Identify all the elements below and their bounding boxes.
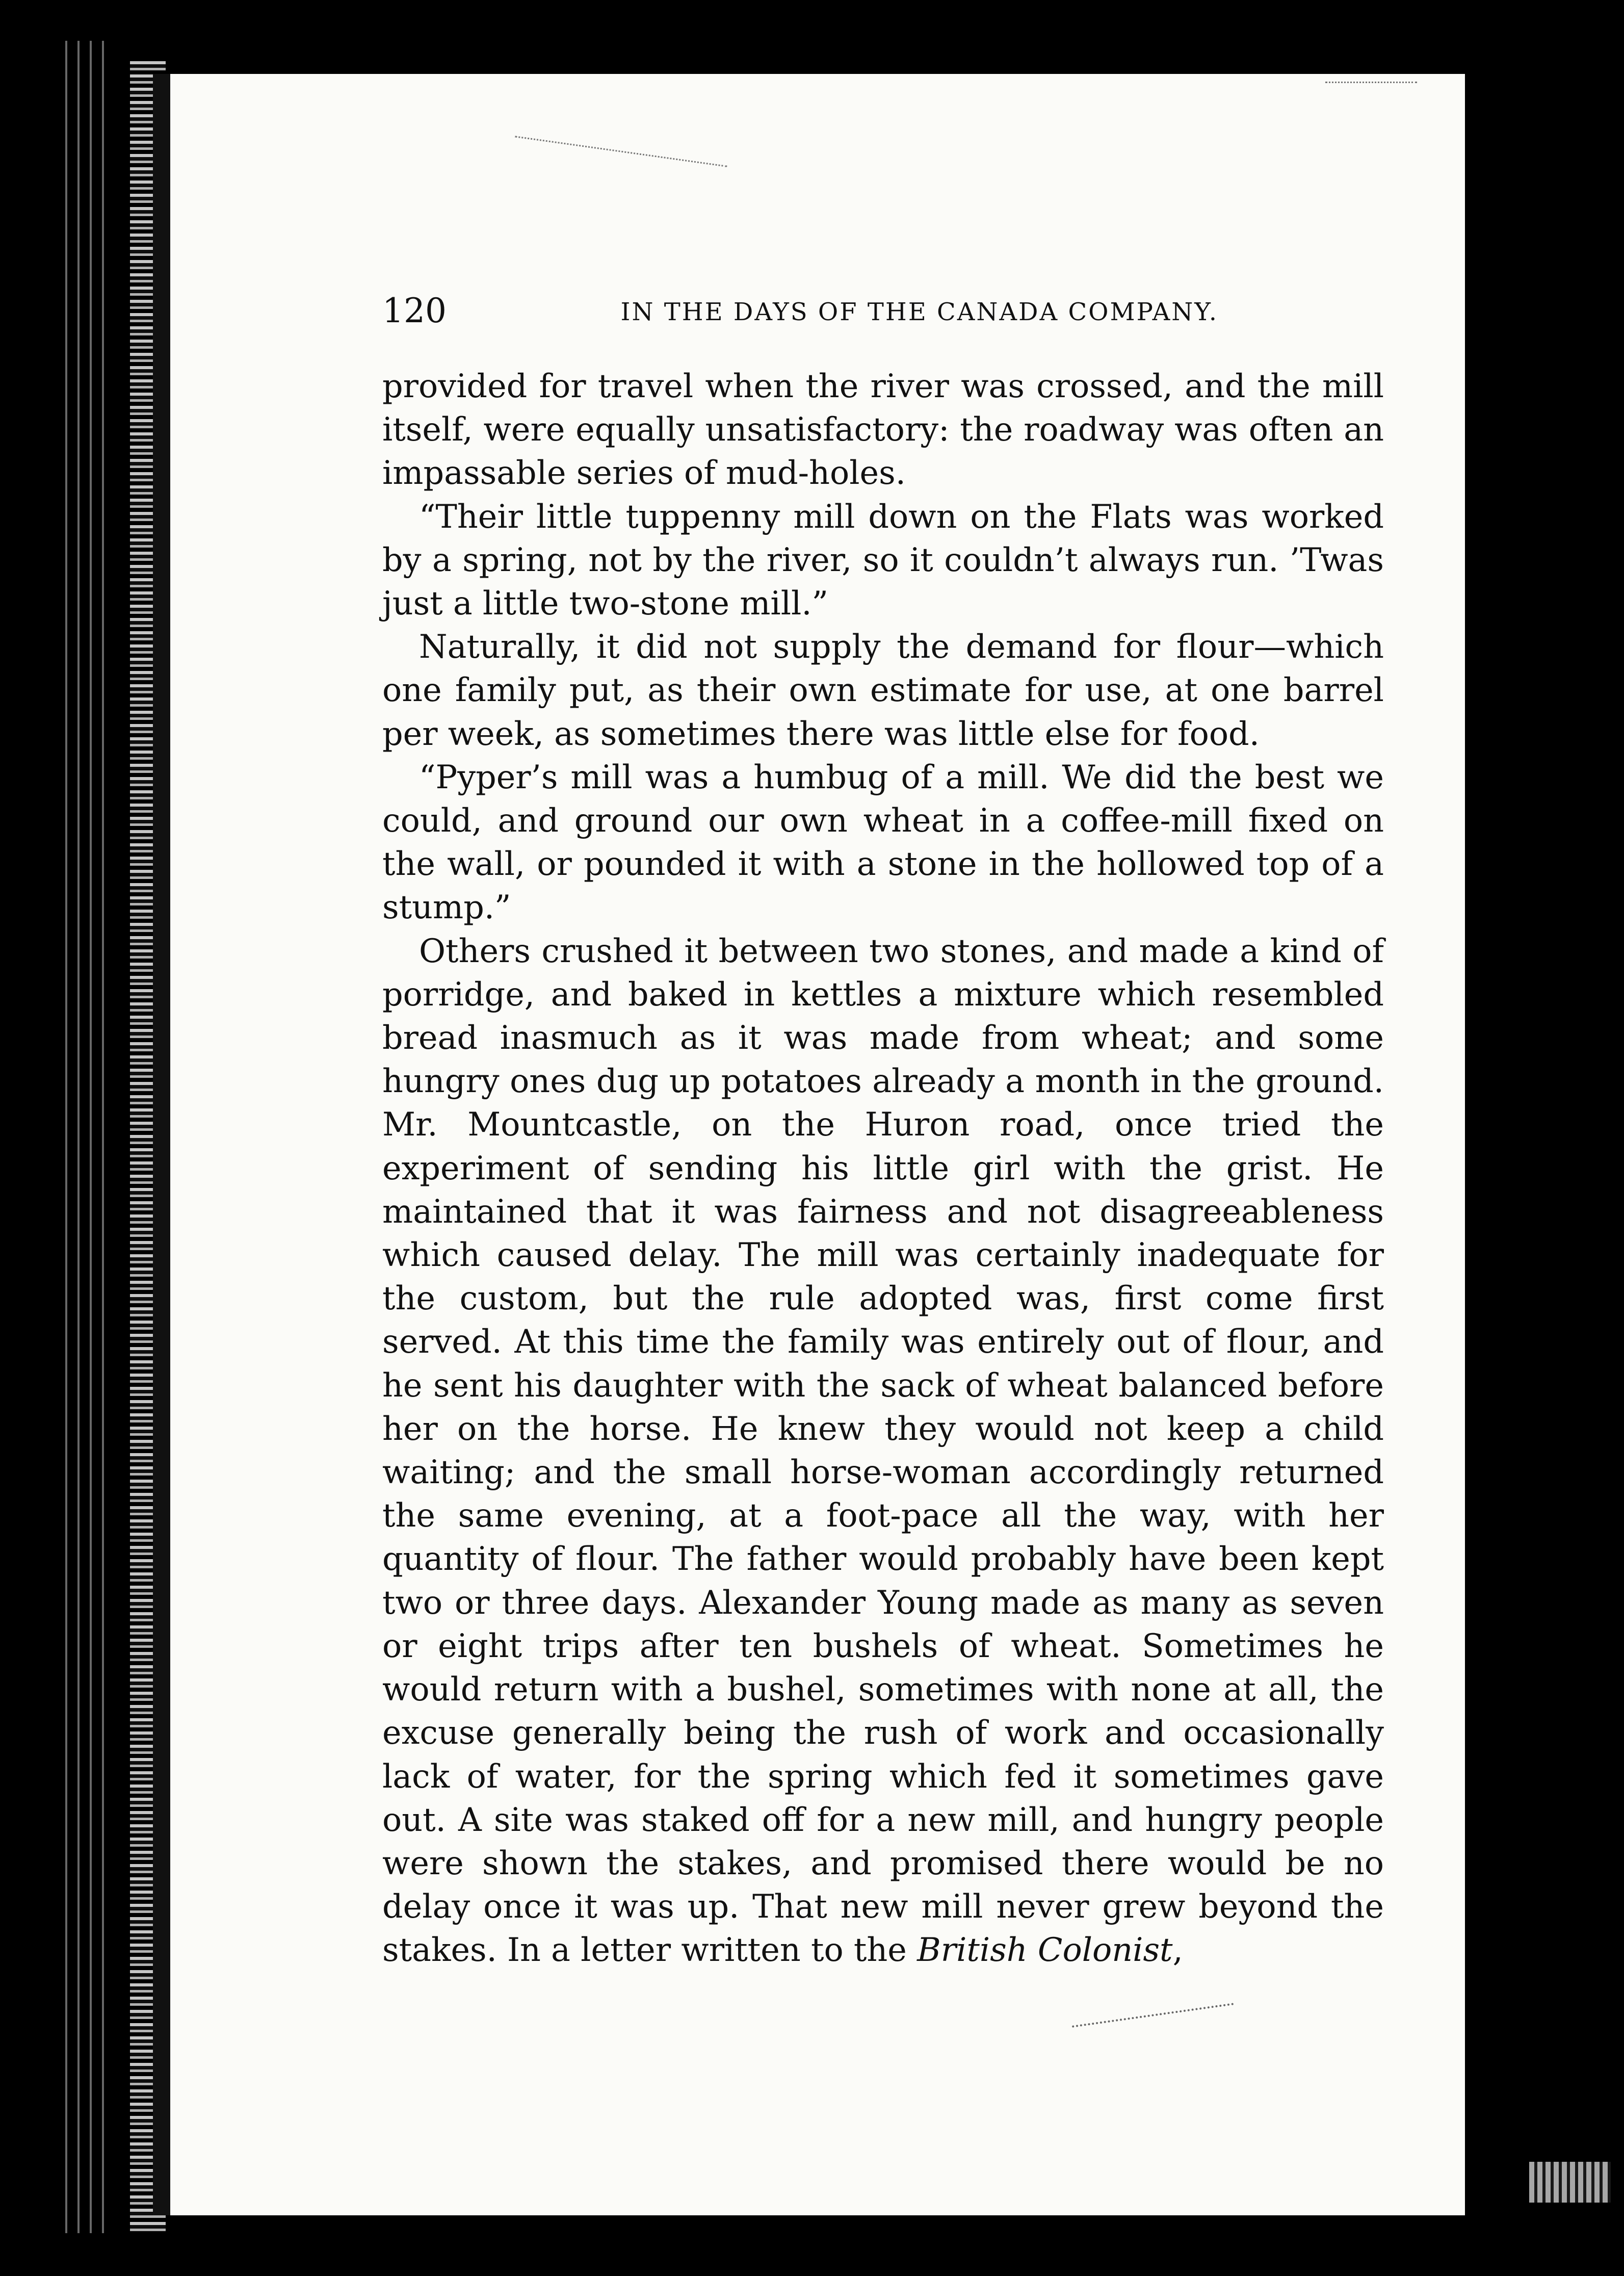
- paragraph-2: “Their little tuppenny mill down on the Flats was worked by a spring, not by the river, so it couldn’t always run. ’Twas just a little two-stone mill.”: [382, 497, 1384, 623]
- binding-shadow: [61, 41, 112, 2233]
- paragraph-5-text: Others crushed it between two stones, and made a kind of porridge, and baked in kettles a mixture which resembled bread inasmuch as it was made from wheat; and some hungry ones dug up potatoes already a month in the ground. Mr. Mountcastle, on the Huron road, once tried the experiment of sending his little girl with the grist. He maintained that it was fairness and not disagreeableness which caused delay. The mill was certainly inadequate for the custom, but the rule adopted was, first come first served. At this time the family was entirely out of flour, and he sent his daughter with the sack of wheat balanced before her on the horse. He knew they would not keep a child waiting; and the small horse-woman accordingly returned the same evening, at a foot-pace all the way, with her quantity of flour. The father would probably have been kept two or three days. Alexander Young made as many as seven or eight trips after ten bushels of wheat. Sometimes he would return with a bushel, sometimes with none at all, the excuse generally being the rush of work and occasionally lack of water, for the spring which fed it sometimes gave out. A site was staked off for a new mill, and hungry people were shown the stakes, and promised there would be no delay once it was up. That new mill never grew beyond the stakes. In a letter written to the: [382, 932, 1384, 1969]
- running-title: IN THE DAYS OF THE CANADA COMPANY.: [620, 298, 1218, 326]
- paragraph-5-emphasis: British Colonist: [917, 1931, 1173, 1969]
- paragraph-5: [382, 929, 1384, 1972]
- page-text-block: [382, 365, 1384, 1972]
- paragraph-1: provided for travel when the river was crossed, and the mill itself, were equally unsatisfactory: the roadway was often an impassable series of mud-holes.: [382, 367, 1384, 492]
- paragraph-3: Naturally, it did not supply the demand for flour—which one family put, as their own estimate for use, at one barrel per week, as sometimes there was little else for food.: [382, 628, 1384, 753]
- page-header: [382, 291, 1218, 331]
- paragraph-5-trailing-punctuation: ,: [1172, 1931, 1183, 1969]
- paragraph-4: “Pyper’s mill was a humbug of a mill. We did the best we could, and ground our own wheat in a coffee-mill fixed on the wall, or pounded it with a stone in the hollowed top of a stump.”: [382, 758, 1384, 926]
- scan-speck-cluster: [1325, 82, 1417, 104]
- right-edge-noise: [1529, 2162, 1611, 2203]
- page-number: 120: [382, 291, 447, 330]
